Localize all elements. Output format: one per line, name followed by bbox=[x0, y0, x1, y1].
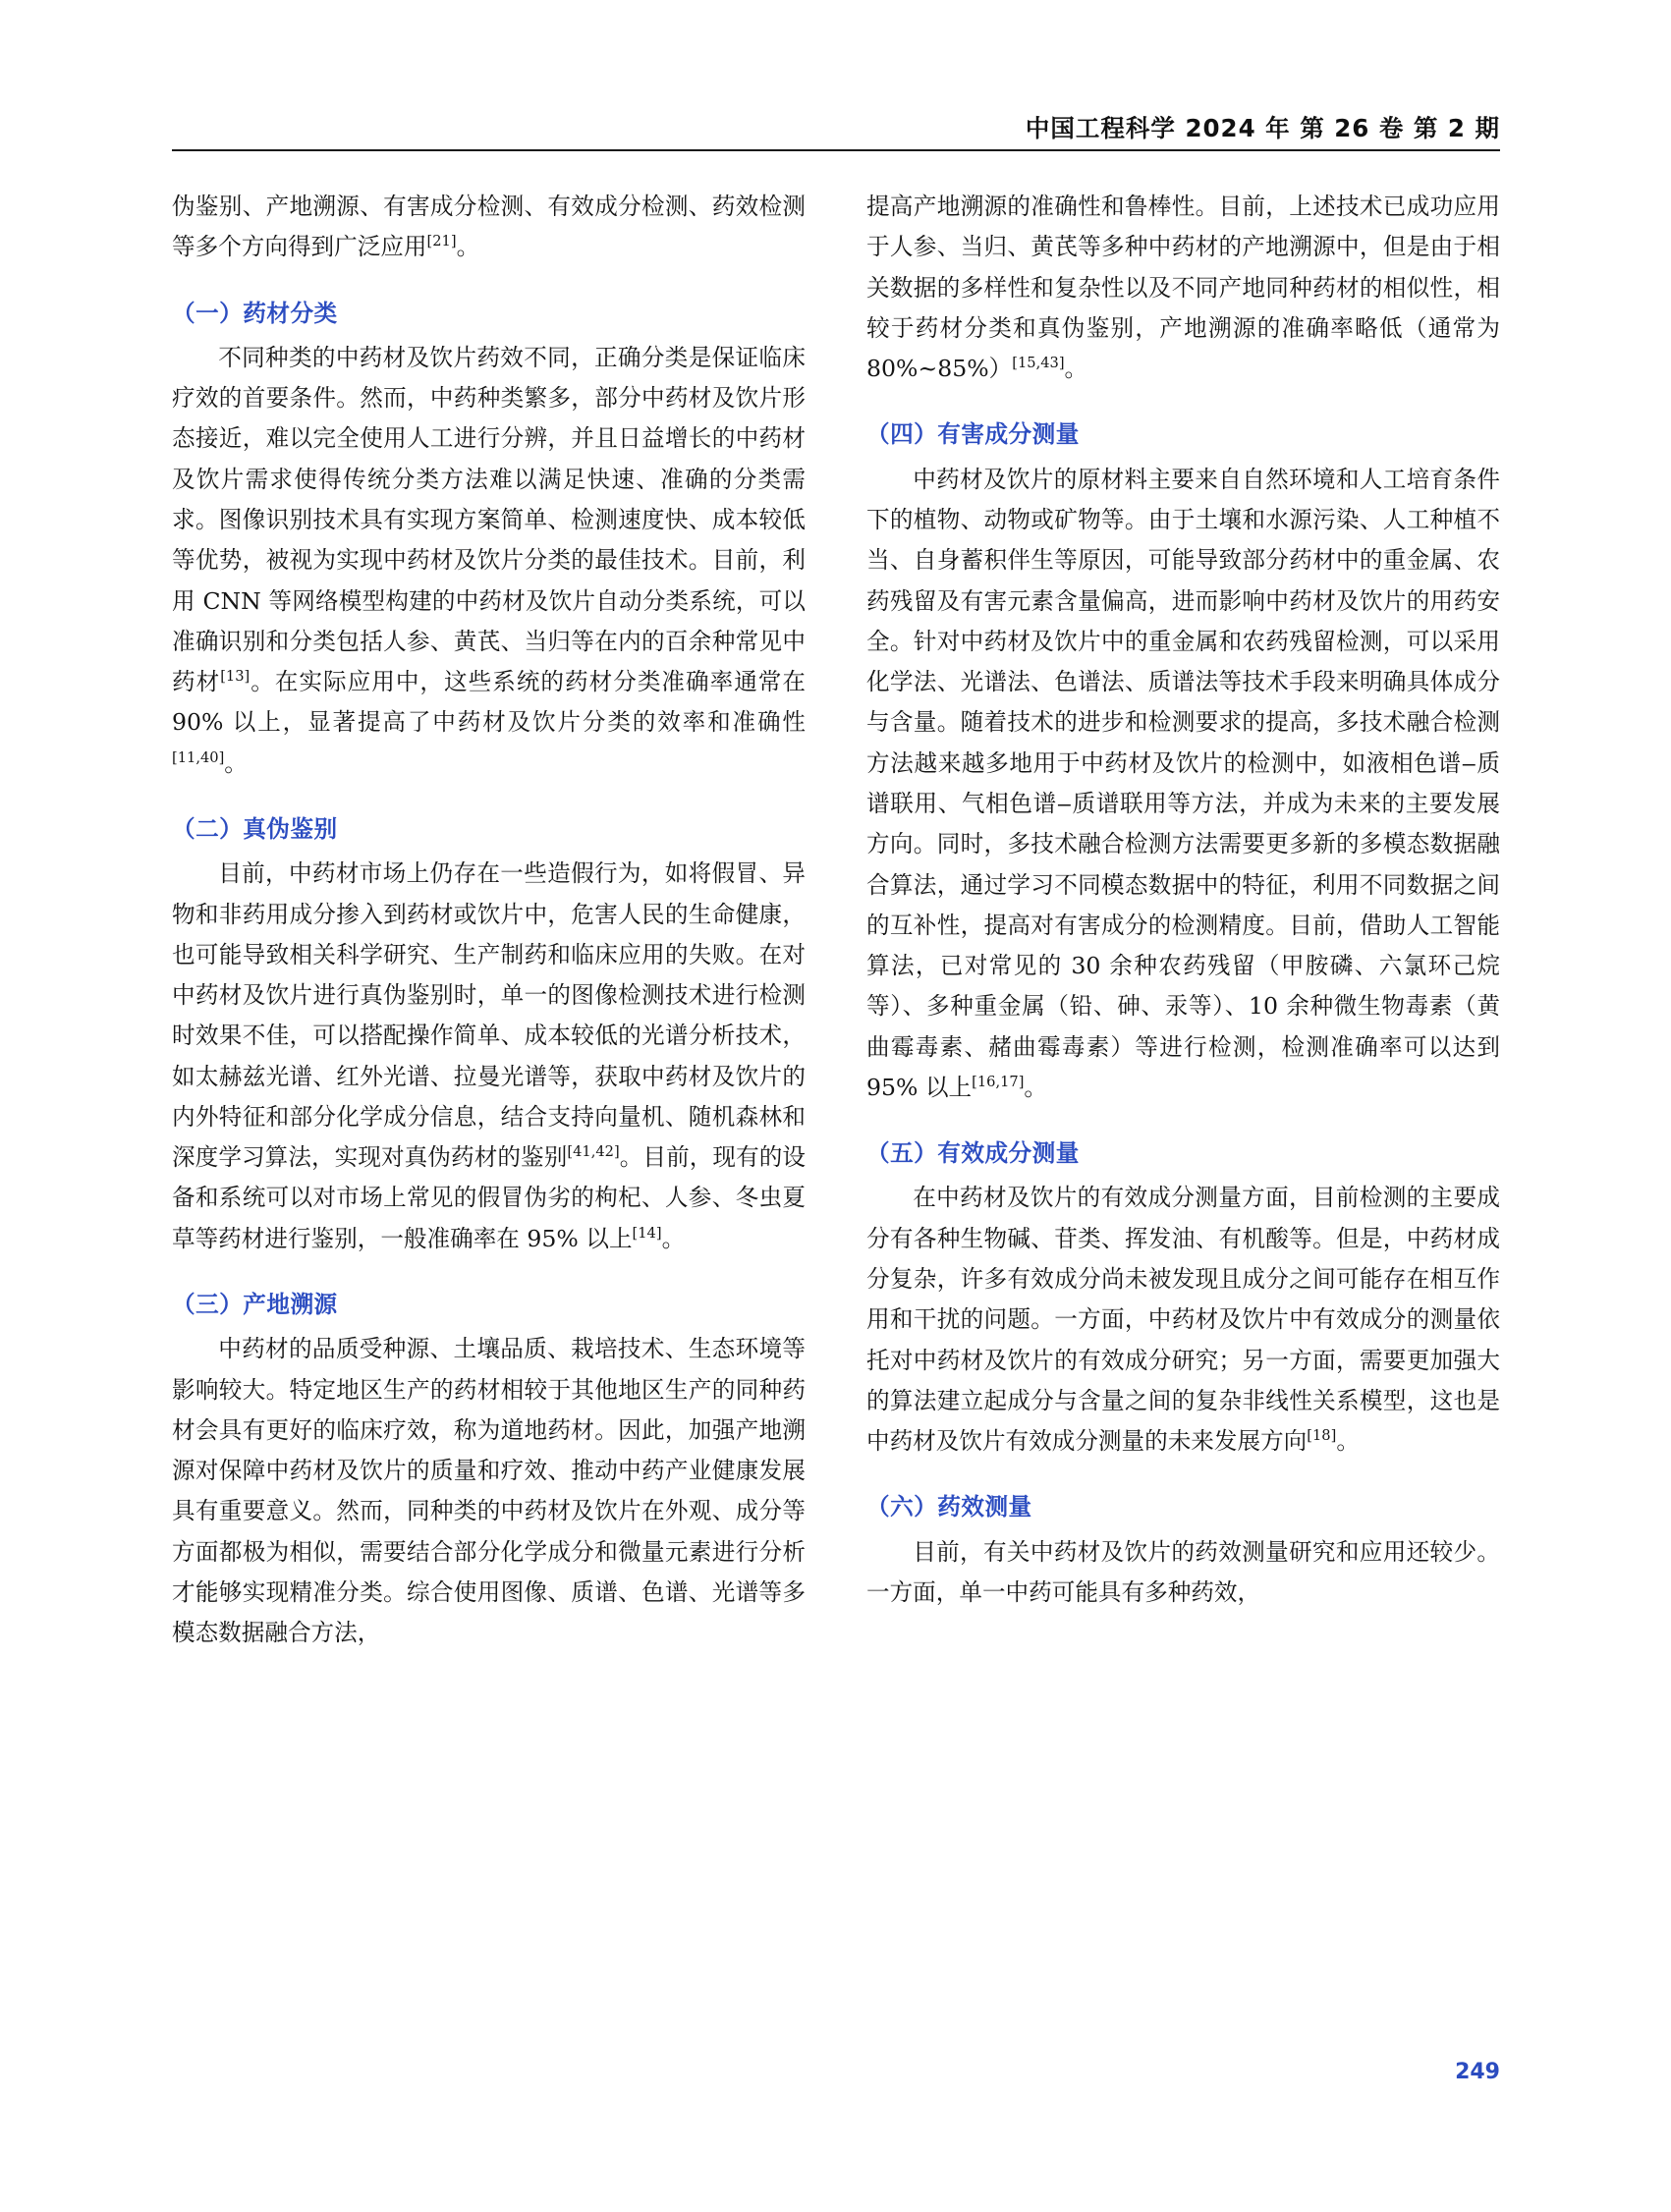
paragraph-text: 在中药材及饮片的有效成分测量方面，目前检测的主要成分有各种生物碱、苷类、挥发油、有机酸等。但是，中药材成分复杂，许多有效成分尚未被发现且成分之间可能存在相互作用和干扰的问题。一方面，中药材及饮片中有效成分的测量依托对中药材及饮片的有效成分研究；另一方面，需要更加强大的算法建立起成分与含量之间的复杂非线性关系模型，这也是中药材及饮片有效成分测量的未来发展方向 bbox=[866, 1184, 1500, 1456]
running-head: 中国工程科学 2024 年 第 26 卷 第 2 期 bbox=[1025, 114, 1500, 142]
paragraph-text-2: 。目前，现有的设备和系统可以对市场上常见的假冒伪劣的枸杞、人参、冬虫夏草等药材进行鉴别，一般准确率在 95% 以上 bbox=[172, 1143, 807, 1252]
paragraph-zhenwei-jianbie bbox=[172, 854, 806, 1259]
paragraph-tail: 。 bbox=[224, 748, 248, 777]
left-column bbox=[172, 187, 806, 1654]
paragraph-text: 目前，中药材市场上仍存在一些造假行为，如将假冒、异物和非药用成分掺入到药材或饮片中，危害人民的生命健康，也可能导致相关科学研究、生产制药和临床应用的失败。在对中药材及饮片进行真伪鉴别时，单一的图像检测技术进行检测时效果不佳，可以搭配操作简单、成本较低的光谱分析技术，如太赫兹光谱、红外光谱、拉曼光谱等，获取中药材及饮片的内外特征和部分化学成分信息，结合支持向量机、随机森林和深度学习算法，实现对真伪药材的鉴别 bbox=[172, 859, 806, 1172]
paragraph-youhai-chengfen bbox=[866, 460, 1500, 1109]
section-heading-zhenwei-jianbie: （二）真伪鉴别 bbox=[172, 814, 338, 843]
paragraph-text: 伪鉴别、产地溯源、有害成分检测、有效成分检测、药效检测等多个方向得到广泛应用 bbox=[172, 193, 806, 261]
paragraph-text: 提高产地溯源的准确性和鲁棒性。目前，上述技术已成功应用于人参、当归、黄芪等多种中药材的产地溯源中，但是由于相关数据的多样性和复杂性以及不同产地同种药材的相似性，相较于药材分类和真伪鉴别，产地溯源的准确率略低（通常为 80%~85%） bbox=[866, 193, 1500, 383]
paragraph-text: 中药材及饮片的原材料主要来自自然环境和人工培育条件下的植物、动物或矿物等。由于土壤和水源污染、人工种植不当、自身蓄积伴生等原因，可能导致部分药材中的重金属、农药残留及有害元素含量偏高，进而影响中药材及饮片的用药安全。针对中药材及饮片中的重金属和农药残留检测，可以采用化学法、光谱法、色谱法、质谱法等技术手段来明确具体成分与含量。随着技术的进步和检测要求的提高，多技术融合检测方法越来越多地用于中药材及饮片的检测中，如液相色谱‒质谱联用、气相色谱‒质谱联用等方法，并成为未来的主要发展方向。同时，多技术融合检测方法需要更多新的多模态数据融合算法，通过学习不同模态数据中的特征，利用不同数据之间的互补性，提高对有害成分的检测精度。目前，借助人工智能算法，已对常见的 30 余种农药残留（甲胺磷、六氯环己烷等）、多种重金属（铅、砷、汞等）、10 余种微生物毒素（黄曲霉毒素、赭曲霉毒素）等进行检测，检测准确率可以达到 95% 以上 bbox=[866, 465, 1500, 1101]
section-heading-chandi-suyuan: （三）产地溯源 bbox=[172, 1291, 338, 1319]
paragraph-chandi-suyuan bbox=[172, 1329, 806, 1653]
citation-ref: [16,17] bbox=[972, 1074, 1025, 1091]
section-heading-youxiao-chengfen: （五）有效成分测量 bbox=[866, 1139, 1080, 1168]
paragraph-tail: 。 bbox=[661, 1224, 686, 1252]
citation-ref: [15,43] bbox=[1012, 355, 1065, 372]
paragraph-yaoxiao-celiang bbox=[866, 1532, 1500, 1614]
paragraph-continuation-right bbox=[866, 187, 1500, 389]
citation-ref: [18] bbox=[1307, 1427, 1337, 1445]
paragraph-text-2: 。在实际应用中，这些系统的药材分类准确率通常在 90% 以上，显著提高了中药材及饮片分类的效率和准确性 bbox=[172, 668, 807, 737]
header-divider bbox=[172, 149, 1500, 151]
page-number: 249 bbox=[1455, 2060, 1500, 2084]
citation-ref-2: [11,40] bbox=[172, 748, 225, 766]
paragraph-text: 目前，有关中药材及饮片的药效测量研究和应用还较少。一方面，单一中药可能具有多种药效， bbox=[866, 1537, 1500, 1606]
paragraph-yaocai-fenlei bbox=[172, 338, 806, 784]
citation-ref-2: [14] bbox=[632, 1224, 662, 1242]
section-heading-youhai-chengfen: （四）有害成分测量 bbox=[866, 420, 1080, 449]
section-heading-yaocai-fenlei: （一）药材分类 bbox=[172, 299, 338, 327]
right-column bbox=[866, 187, 1500, 1613]
paragraph-tail: 。 bbox=[1336, 1427, 1360, 1456]
citation-ref: [13] bbox=[220, 668, 251, 686]
paragraph-tail: 。 bbox=[456, 233, 480, 261]
paragraph-text: 不同种类的中药材及饮片药效不同，正确分类是保证临床疗效的首要条件。然而，中药种类繁多，部分中药材及饮片形态接近，难以完全使用人工进行分辨，并且日益增长的中药材及饮片需求使得传统分类方法难以满足快速、准确的分类需求。图像识别技术具有实现方案简单、检测速度快、成本较低等优势，被视为实现中药材及饮片分类的最佳技术。目前，利用 CNN 等网络模型构建的中药材及饮片自动分类系统，可以准确识别和分类包括人参、黄芪、当归等在内的百余种常见中药材 bbox=[172, 343, 806, 696]
paragraph-tail: 。 bbox=[1064, 355, 1088, 383]
paragraph-continuation-left bbox=[172, 187, 806, 268]
paragraph-youxiao-chengfen bbox=[866, 1178, 1500, 1462]
section-heading-yaoxiao-celiang: （六）药效测量 bbox=[866, 1493, 1032, 1521]
citation-ref: [41,42] bbox=[567, 1143, 620, 1161]
paragraph-text: 中药材的品质受种源、土壤品质、栽培技术、生态环境等影响较大。特定地区生产的药材相较于其他地区生产的同种药材会具有更好的临床疗效，称为道地药材。因此，加强产地溯源对保障中药材及饮片的质量和疗效、推动中药产业健康发展具有重要意义。然而，同种类的中药材及饮片在外观、成分等方面都极为相似，需要结合部分化学成分和微量元素进行分析才能够实现精准分类。综合使用图像、质谱、色谱、光谱等多模态数据融合方法， bbox=[172, 1335, 806, 1647]
paragraph-tail: 。 bbox=[1024, 1073, 1048, 1101]
citation-ref: [21] bbox=[426, 233, 457, 250]
